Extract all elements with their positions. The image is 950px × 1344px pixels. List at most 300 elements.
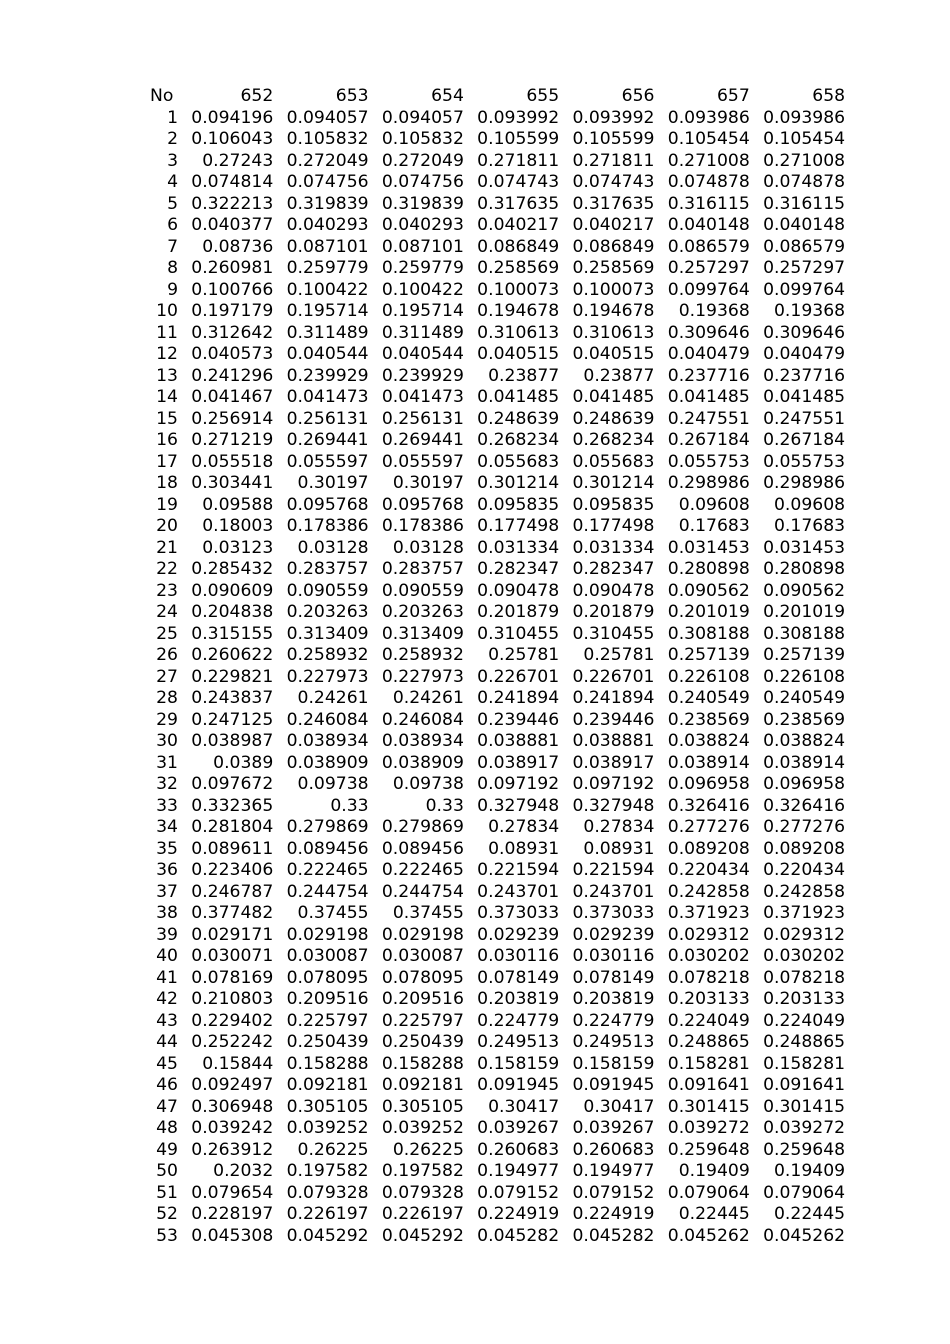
row-number-cell: 29 [156,709,178,730]
row-number-cell: 52 [156,1204,178,1224]
table-cell: 0.086579 [763,236,846,257]
table-cell: 0.09588 [202,494,274,515]
table-row [146,667,845,689]
table-cell: 0.313409 [286,623,369,644]
table-cell: 0.277276 [763,817,846,837]
table-cell: 0.209516 [286,989,369,1009]
table-cell: 0.242858 [667,881,750,902]
table-cell: 0.194678 [477,301,560,321]
table-cell: 0.095768 [381,494,464,515]
table-cell: 0.041485 [667,387,750,407]
table-cell: 0.030071 [191,946,274,966]
table-cell: 0.257139 [763,645,846,665]
column-header: 655 [526,86,560,106]
table-row [146,1226,845,1248]
table-cell: 0.092497 [191,1075,274,1095]
table-cell: 0.252242 [191,1032,274,1052]
table-cell: 0.226197 [381,1204,464,1224]
table-cell: 0.229402 [191,1010,274,1031]
table-cell: 0.279869 [286,817,369,837]
table-cell: 0.27834 [488,817,560,837]
table-cell: 0.256914 [191,408,274,429]
row-number-cell: 28 [156,688,178,708]
table-cell: 0.079064 [667,1182,750,1203]
table-cell: 0.373033 [477,903,560,923]
table-cell: 0.096958 [667,774,750,794]
table-body [146,108,845,1248]
table-row [146,602,845,624]
table-cell: 0.105832 [381,129,464,149]
table-cell: 0.08736 [202,236,274,257]
table-cell: 0.248865 [763,1032,846,1052]
column-header: 653 [335,86,369,106]
table-cell: 0.327948 [572,795,655,816]
table-cell: 0.094057 [381,107,464,128]
table-cell: 0.285432 [191,559,274,579]
table-cell: 0.249513 [477,1032,560,1052]
table-cell: 0.03128 [392,537,464,558]
table-cell: 0.246787 [191,881,274,902]
table-cell: 0.317635 [572,193,655,214]
table-cell: 0.100422 [286,279,369,300]
table-cell: 0.078218 [763,967,846,988]
table-cell: 0.277276 [667,817,750,837]
table-row [146,538,845,560]
row-number-cell: 5 [167,193,178,214]
table-cell: 0.087101 [381,236,464,257]
table-cell: 0.040479 [763,344,846,364]
row-number-cell: 2 [167,129,178,149]
table-cell: 0.094057 [286,107,369,128]
table-cell: 0.30417 [488,1096,560,1117]
table-cell: 0.194977 [572,1161,655,1181]
table-cell: 0.271008 [763,150,846,171]
table-cell: 0.178386 [286,516,369,536]
table-cell: 0.247551 [763,408,846,429]
table-cell: 0.301415 [667,1096,750,1117]
table-cell: 0.282347 [572,559,655,579]
table-cell: 0.045282 [477,1225,560,1246]
table-cell: 0.074878 [667,172,750,192]
table-cell: 0.195714 [286,301,369,321]
table-row [146,172,845,194]
row-number-cell: 36 [156,860,178,880]
table-cell: 0.301214 [477,473,560,493]
table-cell: 0.031453 [763,537,846,558]
table-cell: 0.18003 [202,516,274,536]
table-cell: 0.038934 [381,731,464,751]
table-cell: 0.0389 [213,752,274,773]
table-cell: 0.203133 [763,989,846,1009]
table-cell: 0.040515 [477,344,560,364]
table-cell: 0.19409 [774,1161,846,1181]
table-row [146,366,845,388]
table-cell: 0.091945 [477,1075,560,1095]
table-cell: 0.239929 [286,365,369,386]
table-cell: 0.038824 [667,731,750,751]
table-cell: 0.203133 [667,989,750,1009]
table-cell: 0.074814 [191,172,274,192]
table-cell: 0.326416 [763,795,846,816]
table-cell: 0.309646 [667,322,750,343]
table-cell: 0.029239 [572,924,655,945]
table-cell: 0.106043 [191,129,274,149]
table-cell: 0.243837 [191,688,274,708]
table-cell: 0.257139 [667,645,750,665]
row-number-cell: 33 [156,795,178,816]
table-row [146,108,845,130]
table-cell: 0.039267 [572,1118,655,1138]
table-cell: 0.301415 [763,1096,846,1117]
table-cell: 0.282347 [477,559,560,579]
table-cell: 0.260683 [477,1139,560,1160]
table-cell: 0.258569 [477,258,560,278]
table-cell: 0.308188 [667,623,750,644]
table-row [146,237,845,259]
table-cell: 0.074743 [477,172,560,192]
table-cell: 0.280898 [667,559,750,579]
table-cell: 0.055597 [381,451,464,472]
table-cell: 0.079328 [381,1182,464,1203]
row-number-cell: 45 [156,1053,178,1074]
table-row [146,344,845,366]
table-cell: 0.305105 [286,1096,369,1117]
table-cell: 0.327948 [477,795,560,816]
table-cell: 0.204838 [191,602,274,622]
row-number-cell: 12 [156,344,178,364]
table-cell: 0.100073 [477,279,560,300]
table-cell: 0.241296 [191,365,274,386]
table-cell: 0.226197 [286,1204,369,1224]
table-cell: 0.055518 [191,451,274,472]
table-cell: 0.089611 [191,838,274,859]
table-cell: 0.19368 [678,301,750,321]
table-row [146,1161,845,1183]
table-cell: 0.377482 [191,903,274,923]
table-cell: 0.259648 [667,1139,750,1160]
table-cell: 0.095835 [477,494,560,515]
table-cell: 0.092181 [286,1075,369,1095]
table-cell: 0.201879 [572,602,655,622]
table-cell: 0.197582 [381,1161,464,1181]
table-cell: 0.268234 [572,430,655,450]
table-cell: 0.26225 [392,1139,464,1160]
table-cell: 0.055683 [572,451,655,472]
table-row [146,1032,845,1054]
table-cell: 0.045262 [763,1225,846,1246]
table-cell: 0.313409 [381,623,464,644]
table-cell: 0.244754 [381,881,464,902]
row-number-cell: 3 [167,150,178,171]
table-cell: 0.039267 [477,1118,560,1138]
table-cell: 0.222465 [381,860,464,880]
table-cell: 0.100766 [191,279,274,300]
table-cell: 0.315155 [191,623,274,644]
table-cell: 0.029312 [763,924,846,945]
table-cell: 0.074878 [763,172,846,192]
table-cell: 0.271219 [191,430,274,450]
table-cell: 0.310455 [572,623,655,644]
table-cell: 0.269441 [286,430,369,450]
table-cell: 0.201879 [477,602,560,622]
table-cell: 0.093986 [763,107,846,128]
table-cell: 0.194678 [572,301,655,321]
row-number-cell: 21 [156,537,178,558]
table-cell: 0.030116 [572,946,655,966]
table-cell: 0.30417 [583,1096,655,1117]
table-cell: 0.312642 [191,322,274,343]
row-number-cell: 34 [156,817,178,837]
table-cell: 0.203263 [286,602,369,622]
row-number-cell: 23 [156,580,178,601]
table-cell: 0.038909 [381,752,464,773]
table-cell: 0.091945 [572,1075,655,1095]
table-cell: 0.25781 [488,645,560,665]
column-header-no: No [150,86,174,106]
table-row [146,1183,845,1205]
table-row [146,882,845,904]
table-cell: 0.038987 [191,731,274,751]
table-row [146,839,845,861]
table-row [146,1011,845,1033]
table-cell: 0.238569 [763,709,846,730]
table-cell: 0.267184 [763,430,846,450]
row-number-cell: 46 [156,1075,178,1095]
table-cell: 0.038914 [667,752,750,773]
table-cell: 0.078095 [381,967,464,988]
table-row [146,280,845,302]
table-cell: 0.263912 [191,1139,274,1160]
table-cell: 0.039272 [763,1118,846,1138]
table-cell: 0.19368 [774,301,846,321]
table-cell: 0.194977 [477,1161,560,1181]
table-cell: 0.097192 [477,774,560,794]
table-cell: 0.029198 [286,924,369,945]
table-cell: 0.091641 [667,1075,750,1095]
table-cell: 0.089456 [381,838,464,859]
table-cell: 0.220434 [763,860,846,880]
table-cell: 0.224049 [667,1010,750,1031]
table-cell: 0.250439 [286,1032,369,1052]
table-cell: 0.271008 [667,150,750,171]
table-cell: 0.091641 [763,1075,846,1095]
table-cell: 0.079152 [572,1182,655,1203]
table-cell: 0.078149 [572,967,655,988]
table-cell: 0.258932 [381,645,464,665]
table-cell: 0.298986 [763,473,846,493]
table-cell: 0.038917 [477,752,560,773]
table-row [146,323,845,345]
table-cell: 0.226701 [477,666,560,687]
table-cell: 0.221594 [477,860,560,880]
table-cell: 0.158159 [477,1053,560,1074]
table-cell: 0.090562 [763,580,846,601]
table-cell: 0.178386 [381,516,464,536]
table-row [146,473,845,495]
table-row [146,1097,845,1119]
table-cell: 0.096958 [763,774,846,794]
table-cell: 0.316115 [667,193,750,214]
table-cell: 0.373033 [572,903,655,923]
table-cell: 0.09738 [392,774,464,794]
table-cell: 0.097672 [191,774,274,794]
row-number-cell: 25 [156,623,178,644]
table-cell: 0.158288 [286,1053,369,1074]
table-cell: 0.225797 [381,1010,464,1031]
table-cell: 0.045292 [381,1225,464,1246]
table-row [146,452,845,474]
table-cell: 0.17683 [774,516,846,536]
table-cell: 0.37455 [392,903,464,923]
table-cell: 0.226108 [667,666,750,687]
table-cell: 0.259779 [286,258,369,278]
table-row [146,688,845,710]
table-cell: 0.33 [330,795,369,816]
row-number-cell: 19 [156,494,178,515]
table-row [146,860,845,882]
table-row [146,774,845,796]
table-row [146,495,845,517]
table-cell: 0.158288 [381,1053,464,1074]
table-cell: 0.041473 [286,387,369,407]
table-cell: 0.310613 [477,322,560,343]
table-row [146,409,845,431]
table-cell: 0.029198 [381,924,464,945]
table-row [146,946,845,968]
table-cell: 0.15844 [202,1053,274,1074]
table-cell: 0.093992 [477,107,560,128]
table-cell: 0.093986 [667,107,750,128]
table-cell: 0.090478 [477,580,560,601]
table-row [146,731,845,753]
table-row [146,559,845,581]
table-row [146,387,845,409]
table-cell: 0.244754 [286,881,369,902]
table-cell: 0.030087 [286,946,369,966]
table-cell: 0.279869 [381,817,464,837]
table-cell: 0.326416 [667,795,750,816]
table-cell: 0.256131 [286,408,369,429]
table-row [146,215,845,237]
table-cell: 0.031334 [477,537,560,558]
table-cell: 0.197179 [191,301,274,321]
table-row [146,258,845,280]
table-cell: 0.041473 [381,387,464,407]
table-header-row [146,86,845,108]
table-cell: 0.177498 [572,516,655,536]
table-cell: 0.224919 [572,1204,655,1224]
row-number-cell: 43 [156,1010,178,1031]
table-cell: 0.095768 [286,494,369,515]
table-cell: 0.281804 [191,817,274,837]
table-cell: 0.045262 [667,1225,750,1246]
table-cell: 0.239446 [572,709,655,730]
table-row [146,645,845,667]
table-cell: 0.209516 [381,989,464,1009]
table-cell: 0.305105 [381,1096,464,1117]
table-row [146,1075,845,1097]
table-row [146,989,845,1011]
row-number-cell: 13 [156,365,178,386]
table-cell: 0.27834 [583,817,655,837]
table-cell: 0.089208 [763,838,846,859]
table-cell: 0.08931 [488,838,560,859]
table-row [146,516,845,538]
table-cell: 0.317635 [477,193,560,214]
table-cell: 0.158281 [763,1053,846,1074]
table-row [146,301,845,323]
table-cell: 0.298986 [667,473,750,493]
table-cell: 0.030202 [763,946,846,966]
table-cell: 0.311489 [286,322,369,343]
table-cell: 0.092181 [381,1075,464,1095]
table-cell: 0.308188 [763,623,846,644]
table-cell: 0.220434 [667,860,750,880]
table-cell: 0.074743 [572,172,655,192]
table-cell: 0.24261 [297,688,369,708]
table-cell: 0.303441 [191,473,274,493]
row-number-cell: 11 [156,322,178,343]
table-cell: 0.228197 [191,1204,274,1224]
table-cell: 0.322213 [191,193,274,214]
table-cell: 0.045292 [286,1225,369,1246]
table-cell: 0.041467 [191,387,274,407]
row-number-cell: 38 [156,903,178,923]
row-number-cell: 44 [156,1032,178,1052]
table-row [146,968,845,990]
table-cell: 0.093992 [572,107,655,128]
table-cell: 0.038909 [286,752,369,773]
table-cell: 0.310455 [477,623,560,644]
row-number-cell: 53 [156,1225,178,1246]
table-row [146,194,845,216]
table-cell: 0.267184 [667,430,750,450]
table-cell: 0.031334 [572,537,655,558]
row-number-cell: 30 [156,731,178,751]
table-cell: 0.045308 [191,1225,274,1246]
table-cell: 0.03123 [202,537,274,558]
table-cell: 0.197582 [286,1161,369,1181]
table-cell: 0.094196 [191,107,274,128]
table-cell: 0.079152 [477,1182,560,1203]
table-cell: 0.26225 [297,1139,369,1160]
row-number-cell: 15 [156,408,178,429]
table-cell: 0.055683 [477,451,560,472]
table-cell: 0.225797 [286,1010,369,1031]
table-cell: 0.158159 [572,1053,655,1074]
table-cell: 0.241894 [477,688,560,708]
column-header: 656 [621,86,655,106]
table-cell: 0.23877 [488,365,560,386]
row-number-cell: 40 [156,946,178,966]
table-cell: 0.105599 [572,129,655,149]
table-cell: 0.045282 [572,1225,655,1246]
table-cell: 0.258569 [572,258,655,278]
table-cell: 0.086579 [667,236,750,257]
table-cell: 0.224919 [477,1204,560,1224]
row-number-cell: 6 [167,215,178,235]
row-number-cell: 31 [156,752,178,773]
table-cell: 0.040148 [763,215,846,235]
table-cell: 0.055753 [763,451,846,472]
table-cell: 0.040293 [381,215,464,235]
table-cell: 0.078095 [286,967,369,988]
table-cell: 0.040217 [477,215,560,235]
table-cell: 0.271811 [572,150,655,171]
table-cell: 0.283757 [381,559,464,579]
table-cell: 0.249513 [572,1032,655,1052]
table-cell: 0.079064 [763,1182,846,1203]
